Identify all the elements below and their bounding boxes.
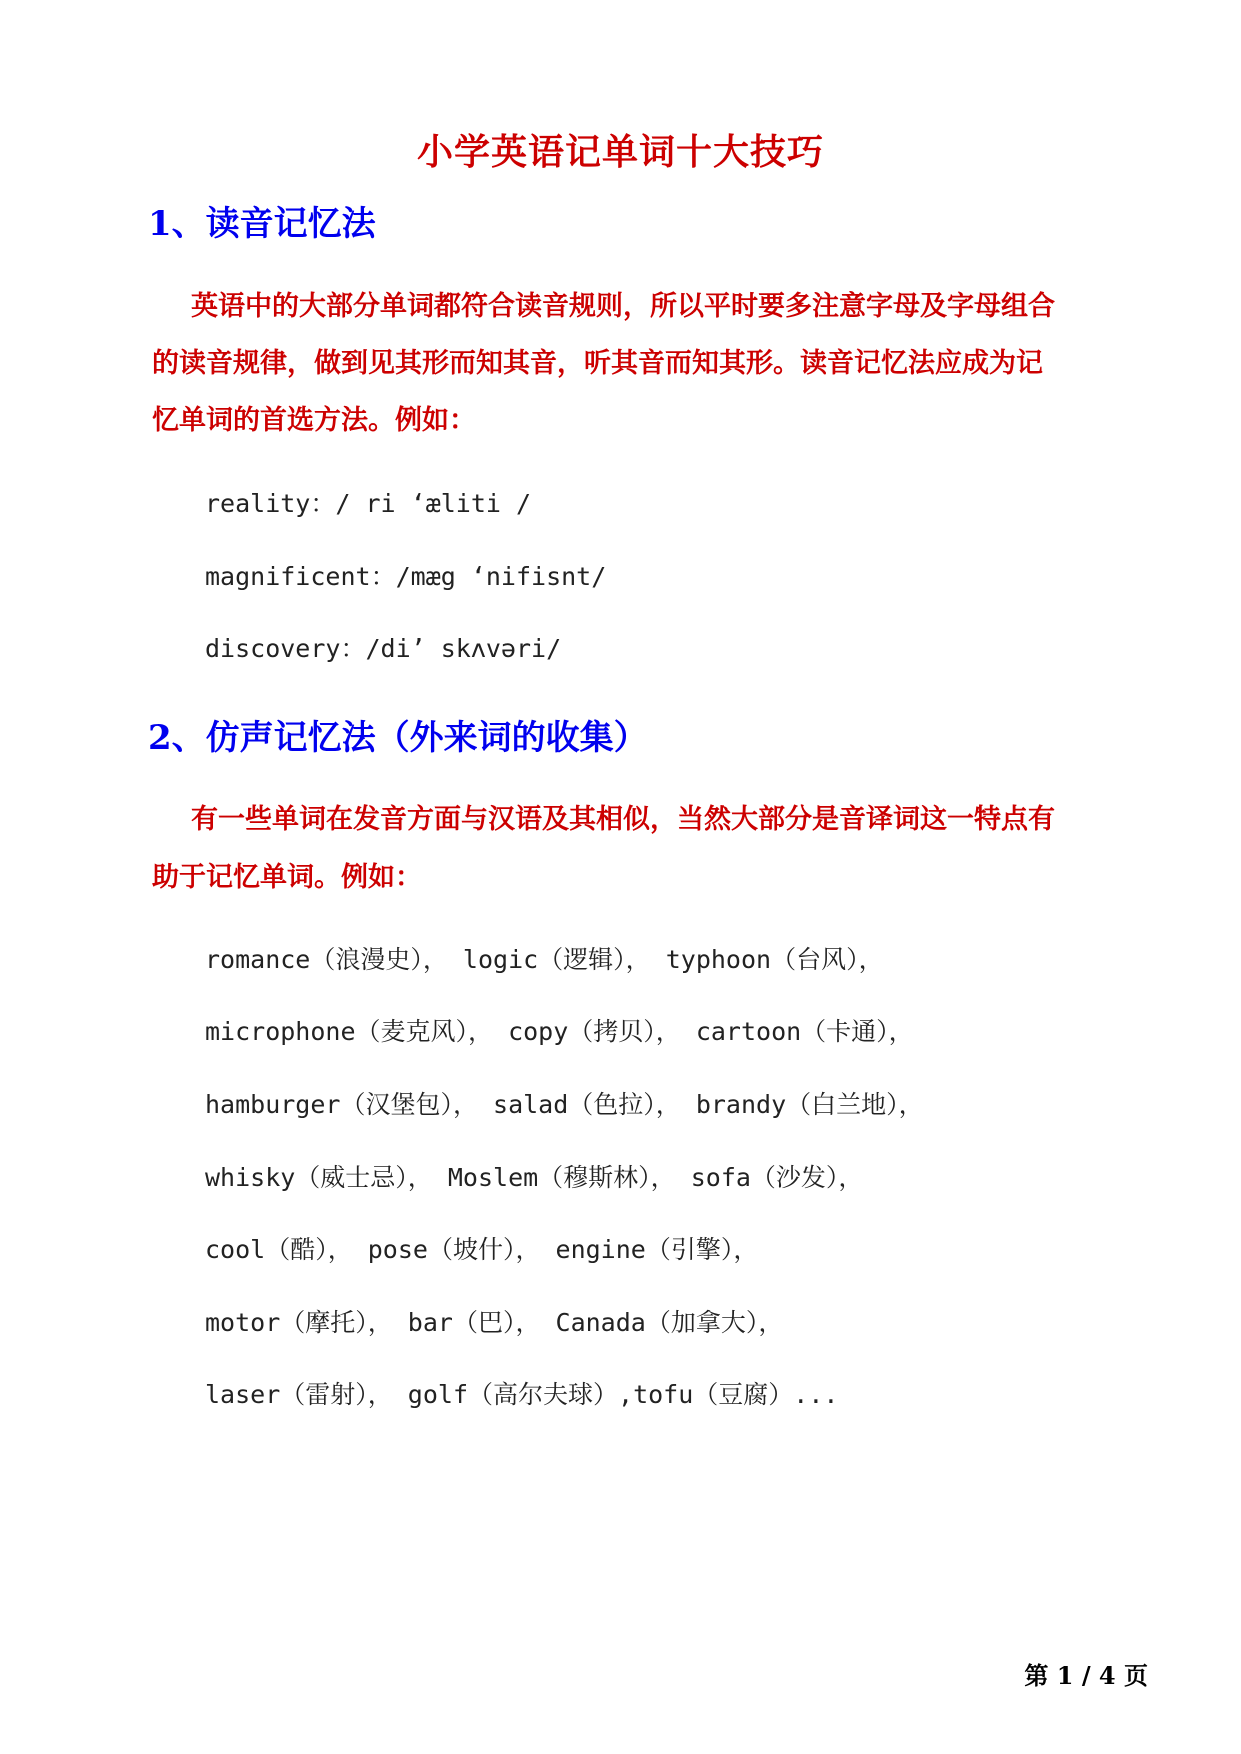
pronunciation-example: discovery：/di’ skʌvəri/: [205, 634, 562, 663]
section-2-heading: 2、仿声记忆法（外来词的收集）: [148, 718, 648, 758]
section-1-paragraph-line: 的读音规律，做到见其形而知其音，听其音而知其形。读音记忆法应成为记: [152, 348, 1043, 379]
loanword-example-line: motor（摩托）， bar（巴）， Canada（加拿大），: [205, 1308, 784, 1337]
loanword-example-line: romance（浪漫史）， logic（逻辑）， typhoon（台风），: [205, 945, 884, 974]
pronunciation-example: magnificent：/mæg ‘nifisnt/: [205, 562, 607, 591]
loanword-example-line: cool（酷）， pose（坡什）， engine（引擎），: [205, 1235, 759, 1264]
section-1-paragraph-line: 忆单词的首选方法。例如：: [152, 405, 476, 436]
section-1-heading: 1、读音记忆法: [148, 204, 376, 244]
loanword-example-line: hamburger（汉堡包）， salad（色拉）， brandy（白兰地），: [205, 1090, 924, 1119]
pronunciation-example: reality：/ ri ‘æliti /: [205, 489, 532, 518]
loanword-example-line: whisky（威士忌）， Moslem（穆斯林）， sofa（沙发），: [205, 1163, 864, 1192]
loanword-example-line: microphone（麦克风）， copy（拷贝）， cartoon（卡通），: [205, 1017, 914, 1046]
section-2-paragraph-line: 助于记忆单词。例如：: [152, 862, 422, 893]
page-number: 第 1 / 4 页: [1024, 1661, 1148, 1690]
document-title: 小学英语记单词十大技巧: [416, 131, 824, 173]
section-2-paragraph-line: 有一些单词在发音方面与汉语及其相似，当然大部分是音译词这一特点有: [191, 804, 1055, 835]
section-1-paragraph-line: 英语中的大部分单词都符合读音规则，所以平时要多注意字母及字母组合: [191, 291, 1055, 322]
loanword-example-line: laser（雷射）， golf（高尔夫球）,tofu（豆腐）...: [205, 1380, 839, 1409]
